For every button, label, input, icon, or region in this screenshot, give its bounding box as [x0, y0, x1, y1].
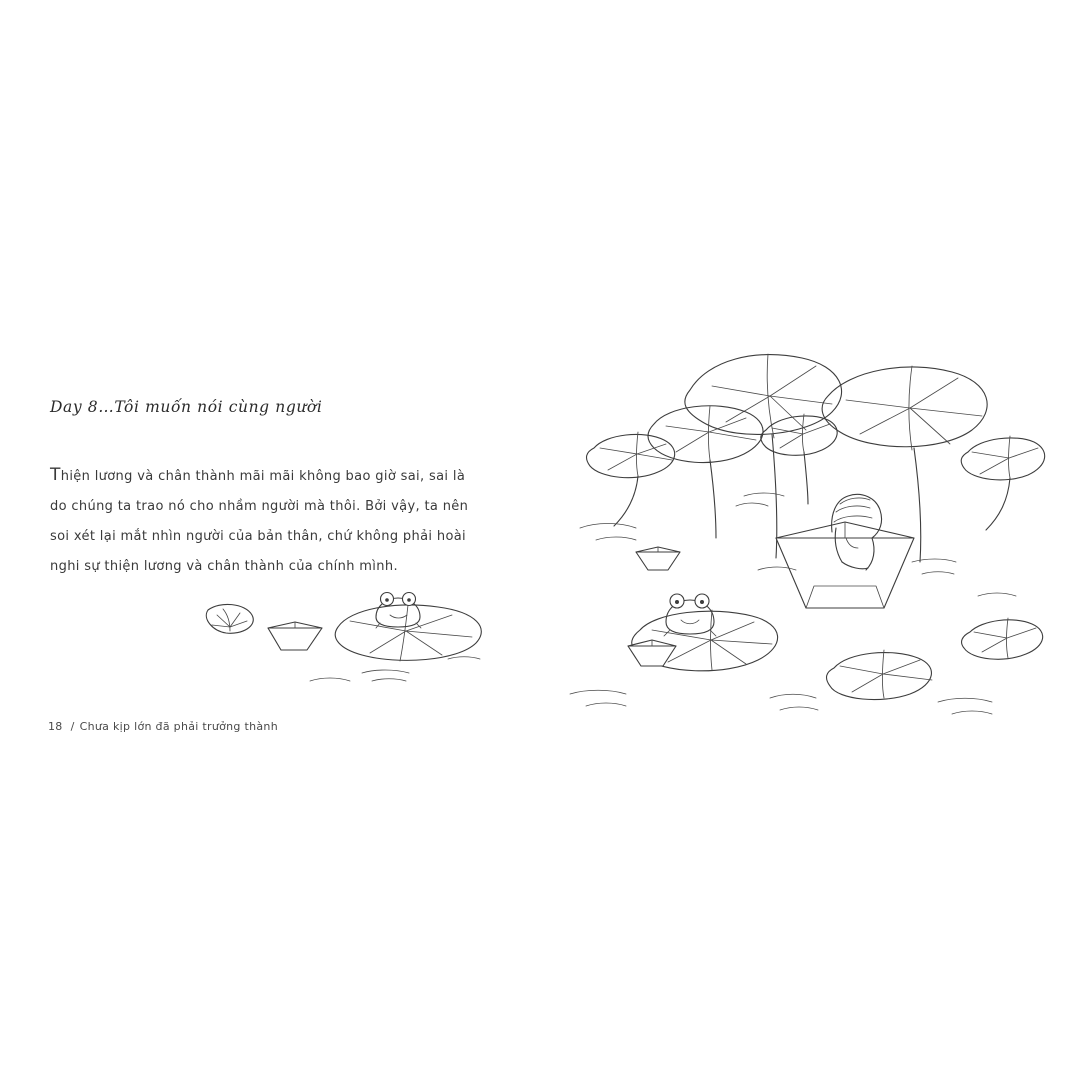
body-paragraph — [50, 462, 475, 582]
right-illustration — [540, 300, 1080, 770]
chapter-title: Day 8…Tôi muốn nói cùng người — [50, 398, 323, 416]
girl-paper-boat-lotus-scene-icon — [540, 300, 1080, 770]
page-number: 18 — [48, 720, 63, 733]
paragraph-dropcap: T — [50, 465, 61, 485]
page-footer — [48, 720, 278, 733]
right-page — [540, 0, 1080, 1080]
left-illustration — [190, 565, 510, 695]
footer-book-title: Chưa kịp lớn đã phải trưởng thành — [79, 720, 278, 733]
paragraph-text: hiện lương và chân thành mãi mãi không bao giờ sai, sai là do chúng ta trao nó cho nhầm người mà thôi. Bởi vậy, ta nên soi xét lại mắt nhìn người của bản thân, chứ không phải hoài nghi sự thiện lương và chân thành của chính mình. — [50, 469, 469, 574]
lotus-frog-boat-sketch-icon — [190, 565, 510, 695]
footer-separator: / — [70, 720, 75, 733]
